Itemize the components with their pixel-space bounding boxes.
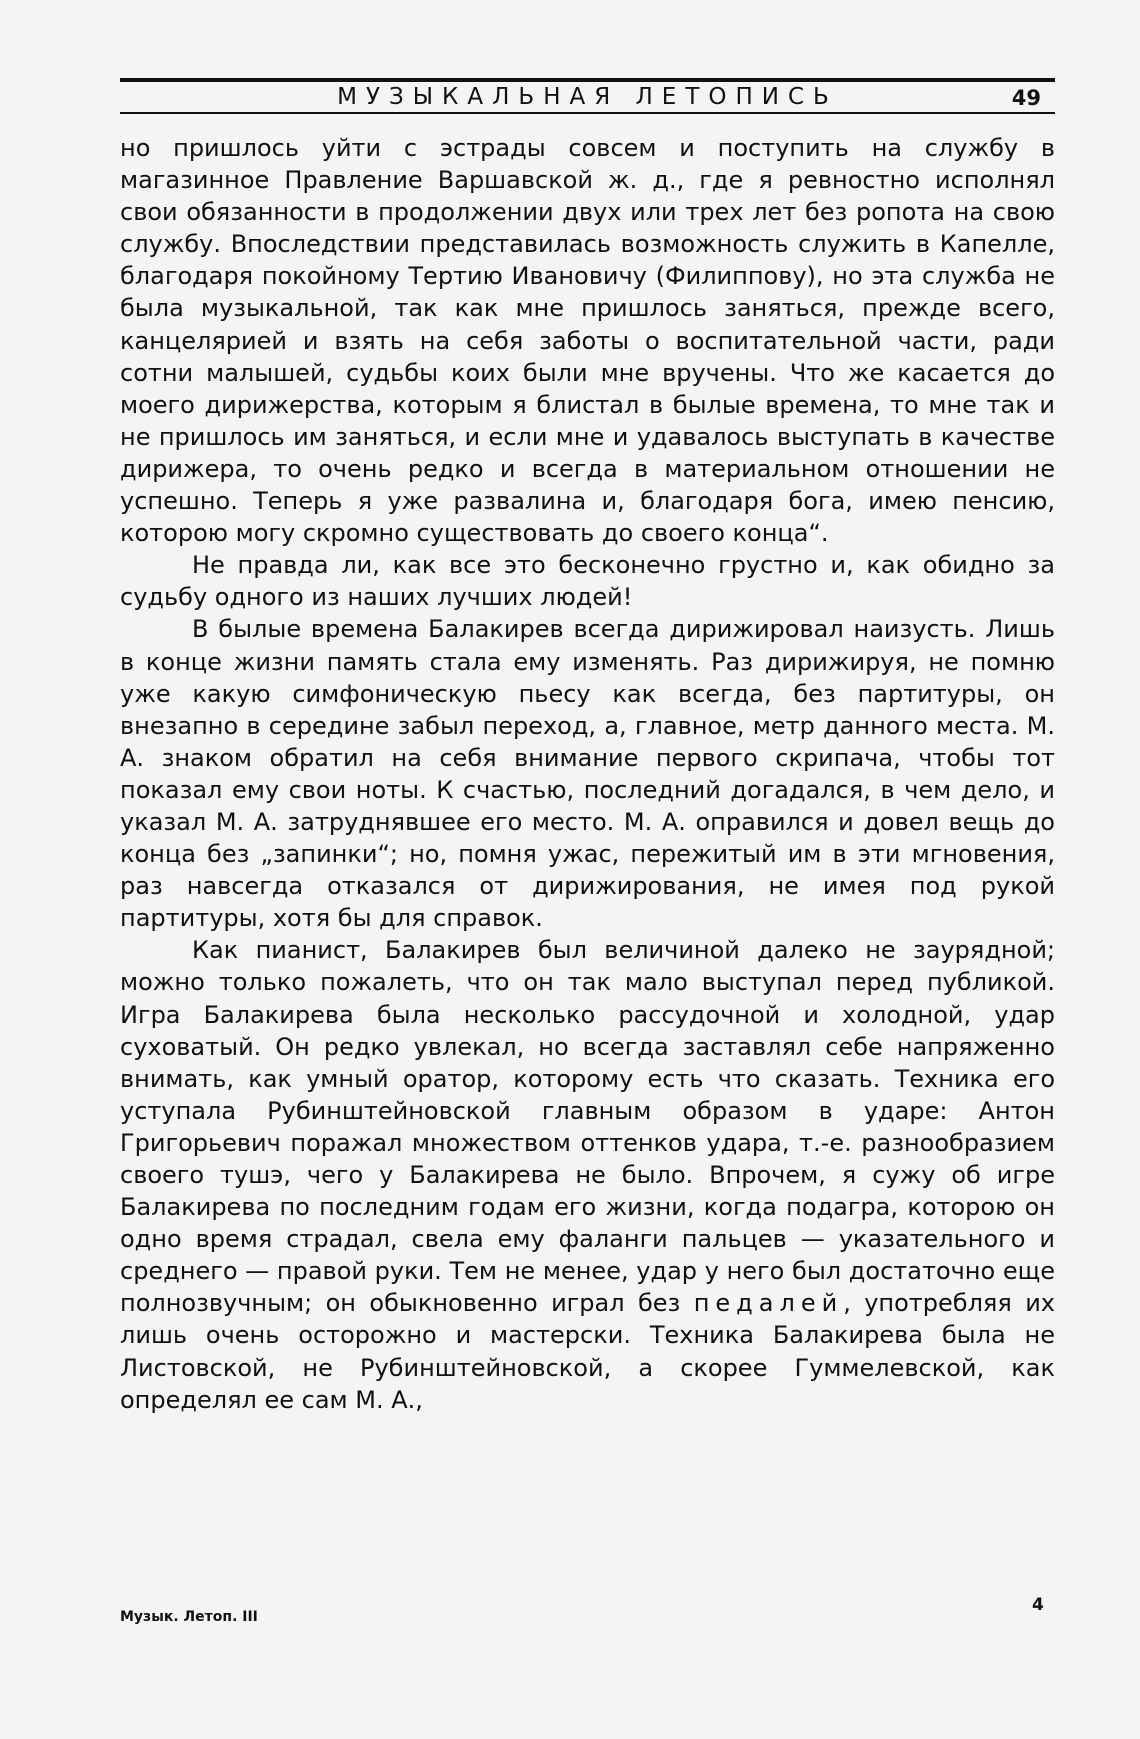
paragraph-3: В былые времена Балакирев всегда дирижировал наизусть. Лишь в конце жизни память стала ему изменять. Раз дирижируя, не помню уже какую симфоническую пьесу как всегда, без партитуры, он внезапно в середине забыл переход, а, главное, метр данного места. М. А. знаком обратил на себя внимание первого скрипача, чтобы тот показал ему свои ноты. К счастью, последний догадался, в чем дело, и указал М. А. затруднявшее его место. М. А. оправился и довел вещь до конца без „запинки“; но, помня ужас, пережитый им в эти мгновения, раз навсегда отказался от дирижирования, не имея под рукой партитуры, хотя бы для справок. <box>120 615 1055 933</box>
paragraph-1: но пришлось уйти с эстрады совсем и поступить на службу в магазинное Правление Варшавской ж. д., где я ревностно исполнял свои обязанности в продолжении двух или трех лет без ропота на свою службу. Впоследствии представилась возможность служить в Капелле, благодаря покойному Тертию Ивановичу (Филиппову), но эта служба не была музыкальной, так как мне пришлось заняться, прежде всего, канцелярией и взять на себя заботы о воспитательной части, ради сотни малышей, судьбы коих были мне вручены. Что же касается до моего дирижерства, которым я блистал в былые времена, то мне так и не пришлось им заняться, и если мне и удавалось выступать в качестве дирижера, то очень редко и всегда в материальном отношении не успешно. Теперь я уже развалина и, благодаря бога, имею пенсию, которою могу скромно существовать до своего конца“. <box>120 134 1055 548</box>
signature-number: 4 <box>1032 1595 1044 1615</box>
running-title: МУЗЫКАЛЬНАЯ ЛЕТОПИСЬ <box>337 84 838 110</box>
paragraph-4-part-1: Как пианист, Балакирев был величиной далеко не заурядной; можно только пожалеть, что он так мало выступал перед публикой. Игра Балакирева была несколько рассудочной и холодной, удар суховатый. Он редко увлекал, но всегда заставлял себе напряженно внимать, как умный оратор, которому есть что сказать. Техника его уступала Рубинштейновской главным образом в ударе: Антон Григорьевич поражал множеством оттенков удара, т.-е. разнообразием своего тушэ, чего у Балакирева не было. Впрочем, я сужу об игре Балакирева по последним годам его жизни, когда подагра, которою он одно время страдал, свела ему фаланги пальцев — указательного и среднего — правой руки. Тем не менее, удар у него был достаточно еще полнозвучным; он обыкновенно играл без <box>120 936 1055 1318</box>
signature-mark: Музык. Летоп. III <box>120 1609 258 1625</box>
header-rule-bottom <box>120 112 1055 114</box>
paragraph-4-part-2: , употребляя их лишь очень осторожно и мастерски. Техника Балакирева была не Листовской, не Рубинштейновской, а скорее Гуммелевской, как определял ее сам М. А., <box>120 1289 1055 1414</box>
page-header <box>120 78 1055 118</box>
spaced-emphasis: педалей <box>693 1289 844 1318</box>
header-rule-top <box>120 78 1055 82</box>
paragraph-4 <box>120 934 1055 1415</box>
body-text <box>120 132 1055 1416</box>
paragraph-2: Не правда ли, как все это бесконечно грустно и, как обидно за судьбу одного из наших лучших людей! <box>120 551 1055 612</box>
page-number: 49 <box>1011 86 1041 110</box>
